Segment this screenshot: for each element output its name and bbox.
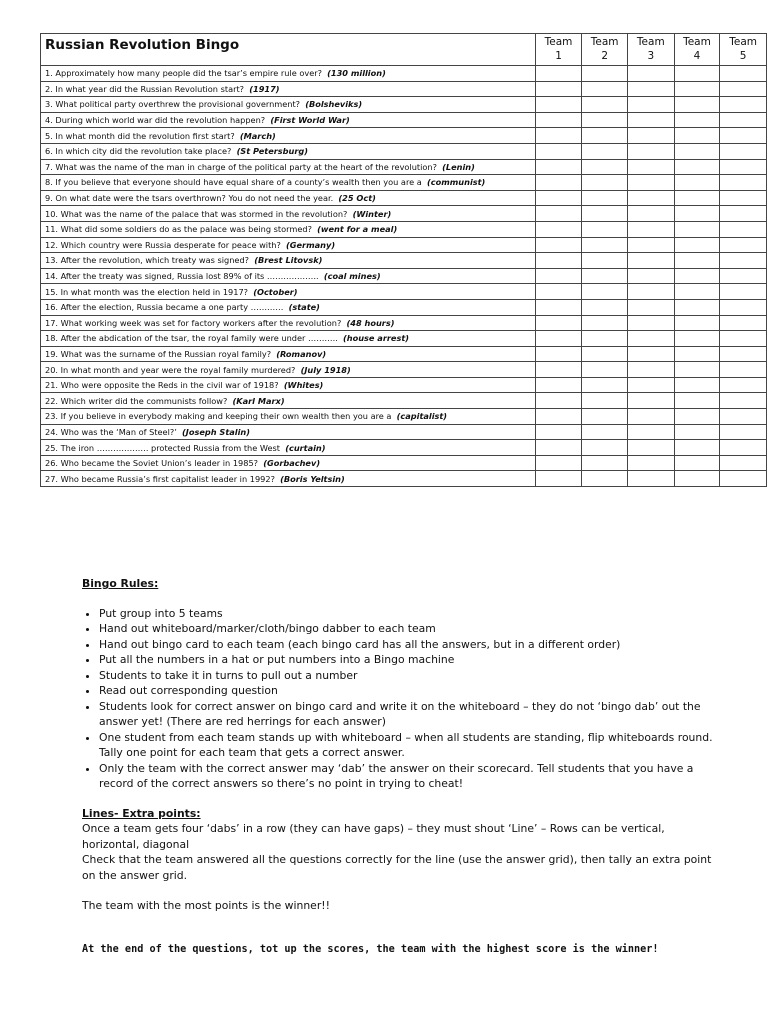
- question-text: 15. In what month was the election held in 1917?: [45, 286, 249, 297]
- team-score-cell[interactable]: [674, 253, 720, 269]
- team-score-cell[interactable]: [720, 393, 767, 409]
- lines-paragraph-1: Once a team gets four ‘dabs’ in a row (they can have gaps) – they must shout ‘Line’ – Rows can be vertical, horizontal, diagonal: [82, 822, 665, 851]
- answer-text: (March): [239, 130, 276, 141]
- team-score-cell[interactable]: [627, 190, 674, 206]
- rule-item: • Only the team with the correct answer may ‘dab’ the answer on their scorecard. Tell students that you have a record of the correct answers so there’s no point in trying to cheat!: [99, 761, 722, 792]
- question-cell: [41, 206, 536, 222]
- team-score-cell[interactable]: [674, 299, 720, 315]
- team-score-cell[interactable]: [674, 331, 720, 347]
- rules-list: [82, 606, 722, 792]
- question-text: 13. After the revolution, which treaty was signed?: [45, 255, 250, 266]
- team-score-cell[interactable]: [720, 471, 767, 487]
- question-cell: [41, 284, 536, 300]
- team-score-cell[interactable]: [535, 331, 582, 347]
- team-score-cell[interactable]: [535, 206, 582, 222]
- team-score-cell[interactable]: [582, 331, 628, 347]
- team-score-cell[interactable]: [627, 221, 674, 237]
- question-text: 14. After the treaty was signed, Russia lost 89% of its ……………….: [45, 271, 319, 282]
- team-score-cell[interactable]: [720, 81, 767, 97]
- team-score-cell[interactable]: [582, 97, 628, 113]
- question-text: 22. Which writer did the communists follow?: [45, 395, 228, 406]
- team-score-cell[interactable]: [674, 237, 720, 253]
- question-cell: [41, 268, 536, 284]
- answer-text: (October): [253, 286, 298, 297]
- team-score-cell[interactable]: [582, 66, 628, 82]
- team-score-cell[interactable]: [720, 112, 767, 128]
- team-score-cell[interactable]: [674, 377, 720, 393]
- table-row: [41, 315, 767, 331]
- team-score-cell[interactable]: [627, 393, 674, 409]
- question-text: 1. Approximately how many people did the tsar’s empire rule over?: [45, 68, 322, 79]
- team-score-cell[interactable]: [535, 393, 582, 409]
- team-score-cell[interactable]: [582, 377, 628, 393]
- team-score-cell[interactable]: [674, 362, 720, 378]
- team-score-cell[interactable]: [674, 128, 720, 144]
- team-score-cell[interactable]: [674, 393, 720, 409]
- question-text: 23. If you believe in everybody making and keeping their own wealth then you are a: [45, 411, 392, 422]
- team-score-cell[interactable]: [720, 362, 767, 378]
- team-header-1: Team 1: [535, 34, 582, 66]
- team-score-cell[interactable]: [535, 253, 582, 269]
- team-score-cell[interactable]: [627, 346, 674, 362]
- question-cell: [41, 159, 536, 175]
- team-score-cell[interactable]: [720, 190, 767, 206]
- winner-paragraph: The team with the most points is the winner!!: [82, 899, 330, 912]
- question-cell: [41, 221, 536, 237]
- question-cell: [41, 190, 536, 206]
- answer-text: (48 hours): [346, 317, 395, 328]
- table-row: [41, 128, 767, 144]
- team-score-cell[interactable]: [674, 206, 720, 222]
- team-score-cell[interactable]: [535, 112, 582, 128]
- team-score-cell[interactable]: [535, 268, 582, 284]
- table-row: [41, 471, 767, 487]
- team-score-cell[interactable]: [535, 143, 582, 159]
- team-score-cell[interactable]: [720, 440, 767, 456]
- team-score-cell[interactable]: [582, 175, 628, 191]
- team-score-cell[interactable]: [627, 253, 674, 269]
- rules-heading: Bingo Rules:: [82, 577, 159, 590]
- team-score-cell[interactable]: [627, 112, 674, 128]
- team-score-cell[interactable]: [582, 143, 628, 159]
- team-score-cell[interactable]: [535, 81, 582, 97]
- team-score-cell[interactable]: [582, 393, 628, 409]
- team-score-cell[interactable]: [582, 206, 628, 222]
- question-text: 3. What political party overthrew the provisional government?: [45, 99, 301, 110]
- team-score-cell[interactable]: [535, 440, 582, 456]
- team-score-cell[interactable]: [535, 221, 582, 237]
- team-score-cell[interactable]: [535, 299, 582, 315]
- question-cell: [41, 455, 536, 471]
- team-score-cell[interactable]: [674, 97, 720, 113]
- rule-item: • Hand out whiteboard/marker/cloth/bingo dabber to each team: [99, 621, 722, 637]
- table-row: [41, 393, 767, 409]
- team-score-cell[interactable]: [535, 237, 582, 253]
- table-row: [41, 143, 767, 159]
- team-score-cell[interactable]: [582, 237, 628, 253]
- team-score-cell[interactable]: [582, 346, 628, 362]
- team-score-cell[interactable]: [720, 221, 767, 237]
- answer-text: (coal mines): [323, 271, 381, 282]
- team-score-cell[interactable]: [720, 159, 767, 175]
- question-cell: [41, 81, 536, 97]
- title-cell: [41, 34, 536, 66]
- team-score-cell[interactable]: [720, 331, 767, 347]
- team-score-cell[interactable]: [535, 409, 582, 425]
- team-score-cell[interactable]: [627, 471, 674, 487]
- question-cell: [41, 393, 536, 409]
- team-score-cell[interactable]: [674, 315, 720, 331]
- question-cell: [41, 331, 536, 347]
- team-score-cell[interactable]: [627, 66, 674, 82]
- table-row: [41, 237, 767, 253]
- team-score-cell[interactable]: [535, 346, 582, 362]
- team-score-cell[interactable]: [627, 97, 674, 113]
- answer-text: (Joseph Stalin): [182, 426, 250, 437]
- team-score-cell[interactable]: [720, 253, 767, 269]
- table-row: [41, 284, 767, 300]
- team-score-cell[interactable]: [627, 284, 674, 300]
- question-text: 10. What was the name of the palace that was stormed in the revolution?: [45, 208, 348, 219]
- table-row: [41, 377, 767, 393]
- team-score-cell[interactable]: [720, 409, 767, 425]
- team-score-cell[interactable]: [627, 331, 674, 347]
- question-cell: [41, 237, 536, 253]
- answer-text: (Romanov): [276, 348, 327, 359]
- table-row: [41, 175, 767, 191]
- team-score-cell[interactable]: [720, 377, 767, 393]
- answer-text: (25 Oct): [338, 193, 376, 204]
- team-score-cell[interactable]: [582, 159, 628, 175]
- team-score-cell[interactable]: [535, 424, 582, 440]
- team-score-cell[interactable]: [627, 143, 674, 159]
- team-score-cell[interactable]: [674, 112, 720, 128]
- table-row: [41, 81, 767, 97]
- team-score-cell[interactable]: [582, 424, 628, 440]
- question-text: 5. In what month did the revolution first start?: [45, 130, 235, 141]
- question-cell: [41, 112, 536, 128]
- team-score-cell[interactable]: [674, 471, 720, 487]
- final-paragraph: At the end of the questions, tot up the scores, the team with the highest score is the winner!: [82, 943, 659, 955]
- team-score-cell[interactable]: [627, 175, 674, 191]
- team-score-cell[interactable]: [720, 455, 767, 471]
- team-header-4: Team 4: [674, 34, 720, 66]
- table-row: [41, 331, 767, 347]
- team-score-cell[interactable]: [582, 315, 628, 331]
- team-score-cell[interactable]: [582, 284, 628, 300]
- question-text: 11. What did some soldiers do as the palace was being stormed?: [45, 224, 312, 235]
- team-score-cell[interactable]: [535, 97, 582, 113]
- team-score-cell[interactable]: [674, 440, 720, 456]
- answer-text: (Brest Litovsk): [254, 255, 323, 266]
- team-score-cell[interactable]: [674, 346, 720, 362]
- table-row: [41, 159, 767, 175]
- answer-text: (went for a meal): [317, 224, 398, 235]
- team-score-cell[interactable]: [720, 206, 767, 222]
- team-score-cell[interactable]: [582, 81, 628, 97]
- team-header-2: Team 2: [582, 34, 628, 66]
- team-score-cell[interactable]: [627, 455, 674, 471]
- question-cell: [41, 346, 536, 362]
- team-score-cell[interactable]: [535, 362, 582, 378]
- team-score-cell[interactable]: [674, 284, 720, 300]
- question-cell: [41, 377, 536, 393]
- lines-paragraph-2: Check that the team answered all the questions correctly for the line (use the answer grid), then tally an extra point on the answer grid.: [82, 853, 712, 882]
- question-text: 17. What working week was set for factory workers after the revolution?: [45, 317, 342, 328]
- team-score-cell[interactable]: [582, 253, 628, 269]
- question-text: 26. Who became the Soviet Union’s leader in 1985?: [45, 458, 259, 469]
- team-score-cell[interactable]: [720, 97, 767, 113]
- team-score-cell[interactable]: [627, 377, 674, 393]
- answer-text: (Germany): [286, 239, 336, 250]
- answer-text: (First World War): [270, 115, 350, 126]
- question-text: 6. In which city did the revolution take place?: [45, 146, 232, 157]
- team-score-cell[interactable]: [720, 424, 767, 440]
- team-score-cell[interactable]: [720, 143, 767, 159]
- question-text: 25. The iron ………………. protected Russia from the West: [45, 442, 280, 453]
- team-score-cell[interactable]: [627, 299, 674, 315]
- team-score-cell[interactable]: [674, 455, 720, 471]
- question-text: 8. If you believe that everyone should have equal share of a county’s wealth then you are a: [45, 177, 422, 188]
- rule-item: • Students to take it in turns to pull out a number: [99, 668, 722, 684]
- answer-text: (July 1918): [300, 364, 351, 375]
- team-score-cell[interactable]: [674, 268, 720, 284]
- team-score-cell[interactable]: [582, 268, 628, 284]
- team-header-3: Team 3: [627, 34, 674, 66]
- team-score-cell[interactable]: [535, 66, 582, 82]
- team-score-cell[interactable]: [720, 128, 767, 144]
- team-score-cell[interactable]: [582, 362, 628, 378]
- team-score-cell[interactable]: [720, 346, 767, 362]
- team-score-cell[interactable]: [674, 409, 720, 425]
- team-score-cell[interactable]: [627, 159, 674, 175]
- table-row: [41, 97, 767, 113]
- team-score-cell[interactable]: [627, 315, 674, 331]
- team-score-cell[interactable]: [582, 299, 628, 315]
- team-score-cell[interactable]: [582, 455, 628, 471]
- question-text: 27. Who became Russia’s first capitalist leader in 1992?: [45, 473, 275, 484]
- team-score-cell[interactable]: [720, 284, 767, 300]
- table-header-row: [41, 34, 767, 66]
- rules-section: [82, 576, 722, 957]
- team-score-cell[interactable]: [627, 237, 674, 253]
- team-score-cell[interactable]: [674, 81, 720, 97]
- rule-item: • Students look for correct answer on bingo card and write it on the whiteboard – they do not ‘bingo dab’ out the answer yet! (There are red herrings for each answer): [99, 699, 722, 730]
- table-row: [41, 190, 767, 206]
- answer-text: (Whites): [283, 380, 324, 391]
- question-cell: [41, 299, 536, 315]
- question-text: 9. On what date were the tsars overthrown? You do not need the year.: [45, 193, 334, 204]
- answer-text: (Boris Yeltsin): [280, 473, 345, 484]
- question-text: 2. In what year did the Russian Revolution start?: [45, 83, 245, 94]
- team-score-cell[interactable]: [535, 315, 582, 331]
- team-score-cell[interactable]: [627, 362, 674, 378]
- question-cell: [41, 253, 536, 269]
- table-row: [41, 346, 767, 362]
- question-cell: [41, 362, 536, 378]
- team-score-cell[interactable]: [627, 268, 674, 284]
- question-text: 18. After the abdication of the tsar, the royal family were under ………..: [45, 333, 338, 344]
- answer-text: (130 million): [327, 68, 386, 79]
- question-cell: [41, 471, 536, 487]
- question-cell: [41, 175, 536, 191]
- table-row: [41, 299, 767, 315]
- question-text: 16. After the election, Russia became a one party …………: [45, 302, 284, 313]
- team-score-cell[interactable]: [720, 66, 767, 82]
- team-score-cell[interactable]: [582, 440, 628, 456]
- team-score-cell[interactable]: [582, 128, 628, 144]
- table-row: [41, 221, 767, 237]
- team-score-cell[interactable]: [582, 112, 628, 128]
- team-score-cell[interactable]: [535, 284, 582, 300]
- team-score-cell[interactable]: [674, 221, 720, 237]
- table-row: [41, 112, 767, 128]
- team-score-cell[interactable]: [535, 175, 582, 191]
- team-score-cell[interactable]: [582, 471, 628, 487]
- table-row: [41, 268, 767, 284]
- question-cell: [41, 128, 536, 144]
- answer-text: (Gorbachev): [263, 458, 321, 469]
- question-text: 21. Who were opposite the Reds in the civil war of 1918?: [45, 380, 279, 391]
- question-cell: [41, 424, 536, 440]
- team-score-cell[interactable]: [674, 66, 720, 82]
- table-row: [41, 409, 767, 425]
- team-score-cell[interactable]: [535, 190, 582, 206]
- team-header-5: Team 5: [720, 34, 767, 66]
- questions-body: [41, 66, 767, 487]
- team-score-cell[interactable]: [627, 440, 674, 456]
- question-text: 19. What was the surname of the Russian royal family?: [45, 348, 272, 359]
- table-row: [41, 362, 767, 378]
- team-score-cell[interactable]: [720, 299, 767, 315]
- team-score-cell[interactable]: [582, 409, 628, 425]
- lines-heading: Lines- Extra points:: [82, 806, 201, 820]
- table-row: [41, 206, 767, 222]
- question-cell: [41, 143, 536, 159]
- team-score-cell[interactable]: [627, 409, 674, 425]
- team-score-cell[interactable]: [720, 315, 767, 331]
- question-text: 20. In what month and year were the royal family murdered?: [45, 364, 296, 375]
- team-score-cell[interactable]: [627, 81, 674, 97]
- question-cell: [41, 66, 536, 82]
- table-row: [41, 253, 767, 269]
- team-score-cell[interactable]: [720, 268, 767, 284]
- team-score-cell[interactable]: [674, 143, 720, 159]
- team-score-cell[interactable]: [535, 159, 582, 175]
- table-row: [41, 455, 767, 471]
- answer-text: (curtain): [285, 442, 326, 453]
- question-cell: [41, 440, 536, 456]
- team-score-cell[interactable]: [674, 190, 720, 206]
- rule-item: • Put all the numbers in a hat or put numbers into a Bingo machine: [99, 652, 722, 668]
- team-score-cell[interactable]: [627, 206, 674, 222]
- team-score-cell[interactable]: [535, 455, 582, 471]
- rule-item: • Hand out bingo card to each team (each bingo card has all the answers, but in a different order): [99, 637, 722, 653]
- bingo-table: [40, 33, 767, 487]
- answer-text: (Winter): [352, 208, 392, 219]
- page-title: Russian Revolution Bingo: [45, 37, 240, 53]
- team-score-cell[interactable]: [582, 190, 628, 206]
- table-row: [41, 424, 767, 440]
- question-text: 24. Who was the ‘Man of Steel?’: [45, 426, 177, 437]
- rule-item: • One student from each team stands up with whiteboard – when all students are standing, flip whiteboards round. Tally one point for each team that gets a correct answer.: [99, 730, 722, 761]
- answer-text: (communist): [427, 177, 486, 188]
- rule-item: • Put group into 5 teams: [99, 606, 722, 622]
- team-score-cell[interactable]: [535, 128, 582, 144]
- team-score-cell[interactable]: [535, 471, 582, 487]
- team-score-cell[interactable]: [627, 128, 674, 144]
- team-score-cell[interactable]: [627, 424, 674, 440]
- team-score-cell[interactable]: [674, 424, 720, 440]
- answer-text: (1917): [249, 83, 280, 94]
- question-cell: [41, 315, 536, 331]
- team-score-cell[interactable]: [720, 237, 767, 253]
- answer-text: (Bolsheviks): [305, 99, 363, 110]
- question-text: 4. During which world war did the revolution happen?: [45, 115, 266, 126]
- team-score-cell[interactable]: [674, 159, 720, 175]
- table-row: [41, 66, 767, 82]
- rule-item: • Read out corresponding question: [99, 683, 722, 699]
- answer-text: (Karl Marx): [232, 395, 285, 406]
- question-cell: [41, 97, 536, 113]
- table-row: [41, 440, 767, 456]
- team-score-cell[interactable]: [535, 377, 582, 393]
- team-score-cell[interactable]: [674, 175, 720, 191]
- team-score-cell[interactable]: [582, 221, 628, 237]
- team-score-cell[interactable]: [720, 175, 767, 191]
- answer-text: (state): [288, 302, 320, 313]
- answer-text: (St Petersburg): [236, 146, 309, 157]
- answer-text: (capitalist): [396, 411, 448, 422]
- answer-text: (Lenin): [442, 161, 475, 172]
- answer-text: (house arrest): [343, 333, 409, 344]
- question-cell: [41, 409, 536, 425]
- question-text: 12. Which country were Russia desperate for peace with?: [45, 239, 281, 250]
- question-text: 7. What was the name of the man in charge of the political party at the heart of the revolution?: [45, 161, 437, 172]
